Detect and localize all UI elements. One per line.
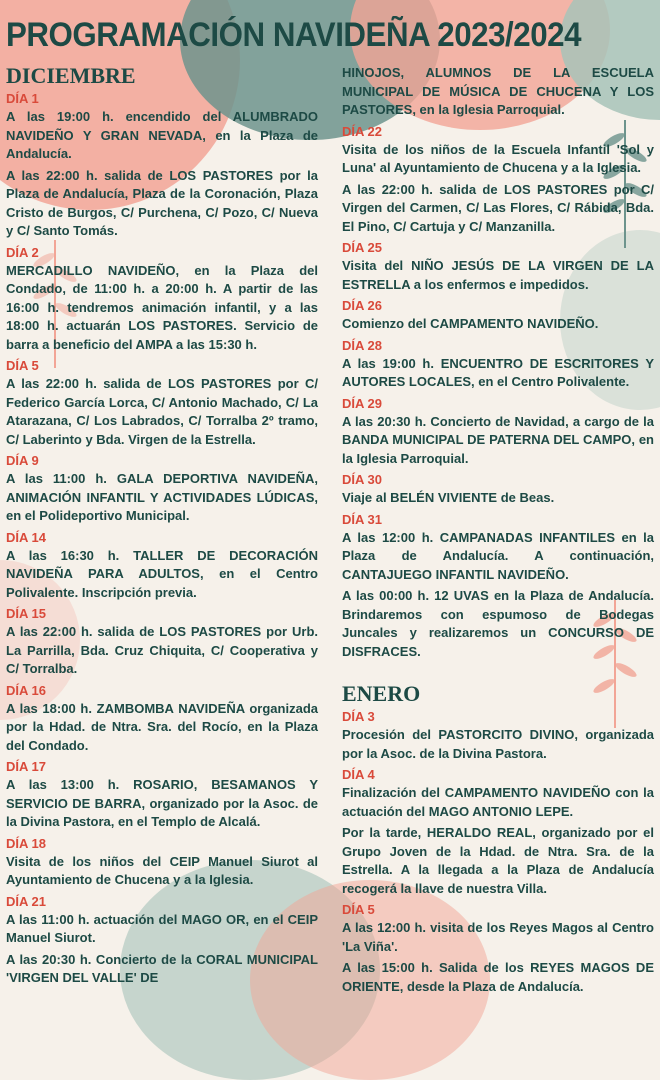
event-text: A las 19:00 h. encendido del ALUMBRADO NAVIDEÑO Y GRAN NEVADA, en la Plaza de Andalucía. xyxy=(6,109,318,161)
right-day-list xyxy=(342,123,654,662)
event-text: Comienzo del CAMPAMENTO NAVIDEÑO. xyxy=(342,316,599,331)
day-label: DÍA 9 xyxy=(6,453,39,468)
event-text: Viaje al BELÉN VIVIENTE de Beas. xyxy=(342,490,555,505)
event-text: MERCADILLO NAVIDEÑO, en la Plaza del Condado, de 11:00 h. a 20:00 h. A partir de las 16:00 h. tendremos animación infantil, y a las 18:00 h. actuarán LOS PASTORES. Servicio de barra a beneficio del AMPA a las 15:30 h. xyxy=(6,262,318,352)
event-text: A las 22:00 h. salida de LOS PASTORES por C/ Virgen del Carmen, C/ Las Flores, C/ Rábida, Bda. El Pino, C/ Cartuja y C/ Manzanilla. xyxy=(342,181,654,234)
event-text: HINOJOS, ALUMNOS DE LA ESCUELA MUNICIPAL DE MÚSICA DE CHUCENA Y LOS PASTORES, en la Iglesia Parroquial. xyxy=(342,65,654,117)
event-text: Por la tarde, HERALDO REAL, organizado por el Grupo Joven de la Hdad. de Ntra. Sra. de la Estrella. A la llegada a la Plaza de Andalucía recogerá la llave de nuestra Villa. xyxy=(342,825,654,896)
event-text: A las 00:00 h. 12 UVAS en la Plaza de Andalucía. Brindaremos con espumoso de Bodegas Juncales y realizaremos un CONCURSO DE DISFRACES. xyxy=(342,588,654,659)
day-label: DÍA 28 xyxy=(342,337,382,353)
day-label: DÍA 29 xyxy=(342,395,382,411)
month-heading: ENERO xyxy=(342,681,421,706)
left-column xyxy=(6,64,318,991)
event-text: A las 20:30 h. Concierto de la CORAL MUNICIPAL 'VIRGEN DEL VALLE' DE xyxy=(6,951,318,985)
day-label: DÍA 30 xyxy=(342,472,382,487)
left-day-list xyxy=(6,90,318,988)
event-text: A las 18:00 h. ZAMBOMBA NAVIDEÑA organizada por la Hdad. de Ntra. Sra. del Rocío, en la Plaza del Condado. xyxy=(6,700,318,753)
section-spacer xyxy=(342,664,654,682)
event-text: Visita de los niños de la Escuela Infantil 'Sol y Luna' al Ayuntamiento de Chucena y a la Iglesia. xyxy=(342,141,654,175)
event-text: A las 22:00 h. salida de LOS PASTORES por Urb. La Parrilla, Bda. Cruz Chiquita, C/ Cooperativa y C/ Torralba. xyxy=(6,624,318,676)
event-text: A las 19:00 h. ENCUENTRO DE ESCRITORES Y AUTORES LOCALES, en el Centro Polivalente. xyxy=(342,355,654,389)
day-label: DÍA 1 xyxy=(6,91,39,106)
day-label: DÍA 5 xyxy=(6,358,39,373)
event-text: A las 20:30 h. Concierto de Navidad, a cargo de la BANDA MUNICIPAL DE PATERNA DEL CAMPO, en la Iglesia Parroquial. xyxy=(342,413,654,466)
event-text: A las 22:00 h. salida de LOS PASTORES por C/ Federico García Lorca, C/ Antonio Machado, C/ La Atarazana, C/ Los Labrados, C/ Torralba 2º tramo, C/ Laberinto y Bda. Virgen de la Estrella. xyxy=(6,376,318,447)
day-label: DÍA 25 xyxy=(342,240,382,255)
day-label: DÍA 5 xyxy=(342,902,375,917)
day-label: DÍA 18 xyxy=(6,835,46,851)
event-text: A las 12:00 h. visita de los Reyes Magos al Centro 'La Viña'. xyxy=(342,920,654,954)
enero-day-list xyxy=(342,708,654,996)
day-label: DÍA 2 xyxy=(6,244,39,260)
day-label: DÍA 15 xyxy=(6,606,46,621)
right-column xyxy=(342,64,654,999)
month-heading: DICIEMBRE xyxy=(6,63,136,88)
event-text: Visita de los niños del CEIP Manuel Siurot al Ayuntamiento de Chucena y a la Iglesia. xyxy=(6,853,318,887)
event-text: Visita del NIÑO JESÚS DE LA VIRGEN DE LA ESTRELLA a los enfermos e impedidos. xyxy=(342,258,654,292)
page-title: PROGRAMACIÓN NAVIDEÑA 2023/2024 xyxy=(6,16,582,54)
day-label: DÍA 22 xyxy=(342,123,382,139)
event-text: A las 12:00 h. CAMPANADAS INFANTILES en la Plaza de Andalucía. A continuación, CANTAJUEGO INFANTIL NAVIDEÑO. xyxy=(342,529,654,582)
day-label: DÍA 14 xyxy=(6,529,46,545)
day-label: DÍA 4 xyxy=(342,767,375,782)
day-label: DÍA 26 xyxy=(342,298,382,313)
event-text: A las 16:30 h. TALLER DE DECORACIÓN NAVIDEÑA PARA ADULTOS, en el Centro Polivalente. Inscripción previa. xyxy=(6,547,318,600)
day-label: DÍA 3 xyxy=(342,709,375,724)
event-text: A las 22:00 h. salida de LOS PASTORES por la Plaza de Andalucía, Plaza de la Coronación, Plaza Cristo de Burgos, C/ Purchena, C/ Pozo, C/ Nueva y C/ Santo Tomás. xyxy=(6,167,318,238)
day-label: DÍA 16 xyxy=(6,682,46,698)
event-text: A las 15:00 h. Salida de los REYES MAGOS DE ORIENTE, desde la Plaza de Andalucía. xyxy=(342,960,654,994)
day-label: DÍA 17 xyxy=(6,759,46,774)
event-text: Procesión del PASTORCITO DIVINO, organizada por la Asoc. de la Divina Pastora. xyxy=(342,727,654,761)
event-text: A las 11:00 h. actuación del MAGO OR, en el CEIP Manuel Siurot. xyxy=(6,911,318,945)
day-label: DÍA 21 xyxy=(6,893,46,909)
event-text: Finalización del CAMPAMENTO NAVIDEÑO con la actuación del MAGO ANTONIO LEPE. xyxy=(342,785,654,819)
event-text: A las 11:00 h. GALA DEPORTIVA NAVIDEÑA, ANIMACIÓN INFANTIL Y ACTIVIDADES LÚDICAS, en el Polideportivo Municipal. xyxy=(6,471,318,523)
day-label: DÍA 31 xyxy=(342,511,382,527)
event-text: A las 13:00 h. ROSARIO, BESAMANOS Y SERVICIO DE BARRA, organizado por la Asoc. de la Divina Pastora, en el Templo de Alcalá. xyxy=(6,777,318,829)
